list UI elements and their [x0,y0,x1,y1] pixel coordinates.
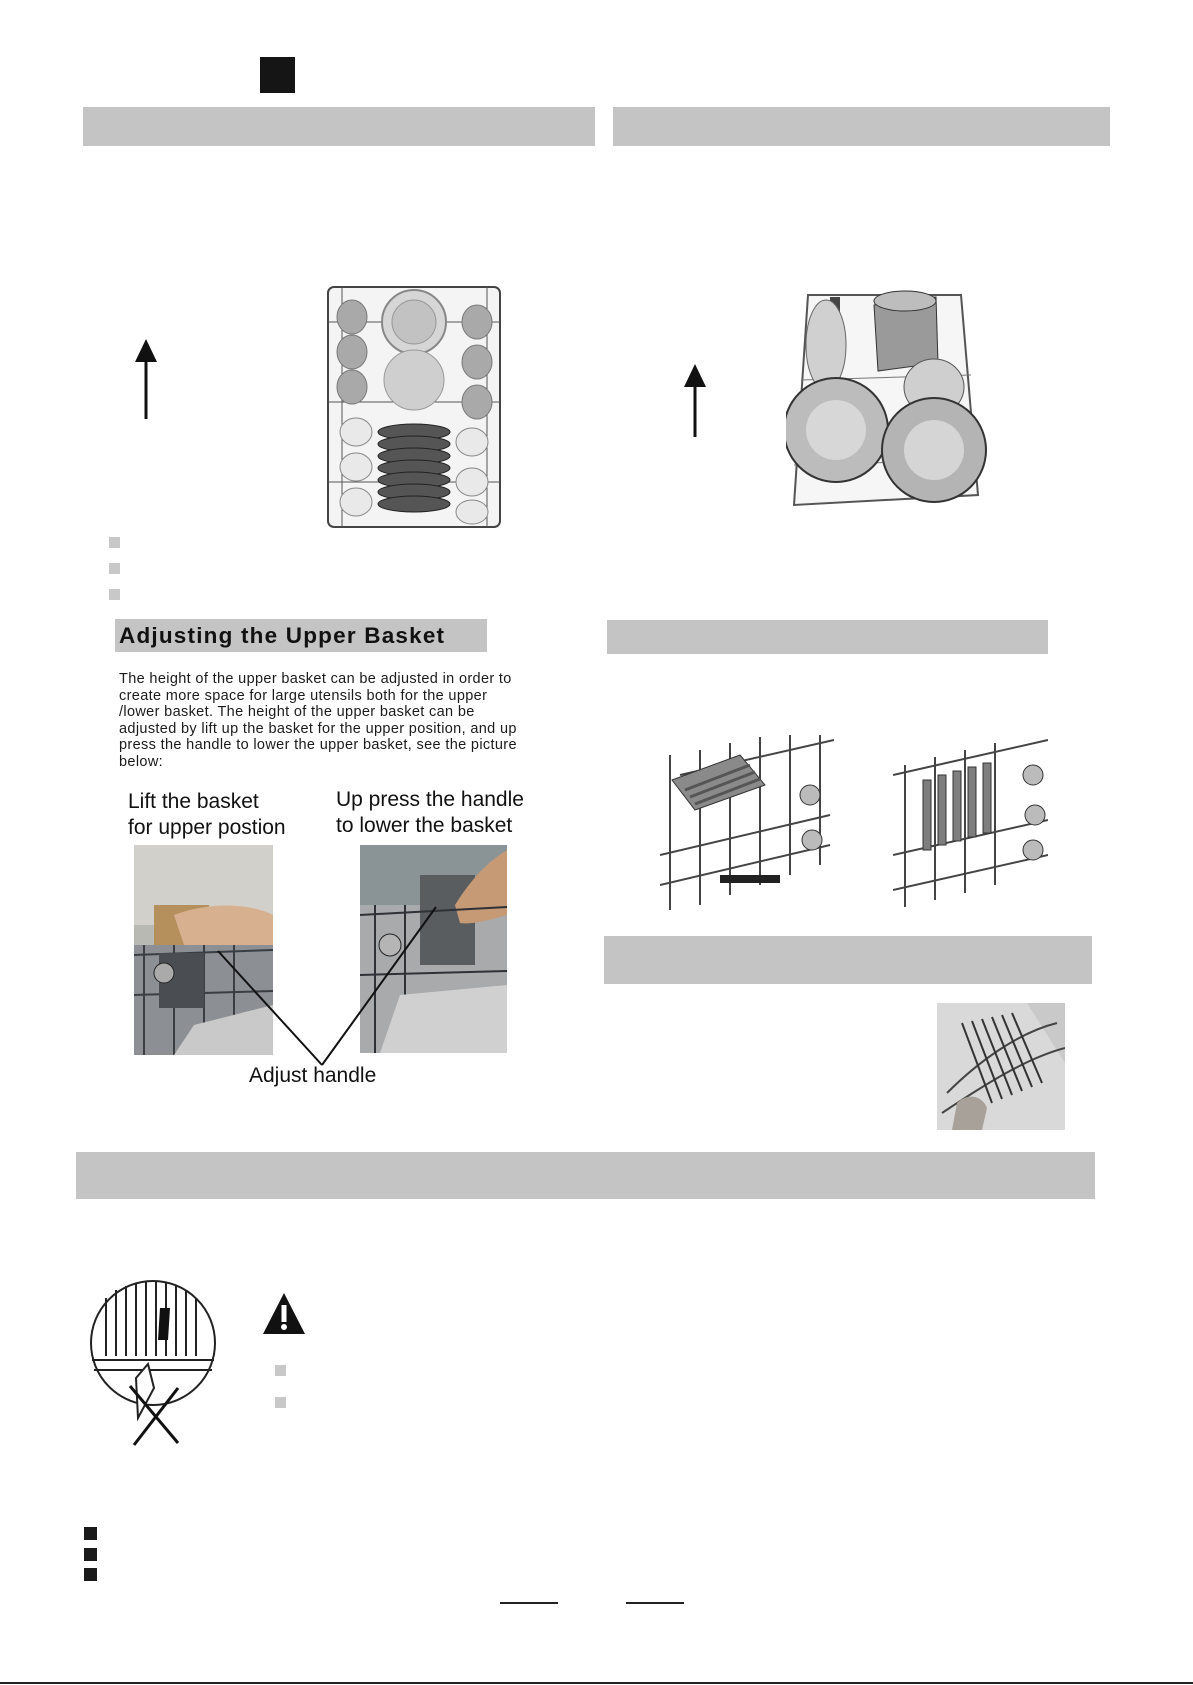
cutlery-rack-section-bar [76,1152,1095,1199]
lower-basket-section-bar [613,107,1110,146]
bullet-icon [109,589,120,600]
underline-mark [500,1602,558,1604]
press-handle-caption: Up press the handle to lower the basket [336,788,524,837]
bullet-icon [109,537,120,548]
black-square-bullet-icon [84,1548,97,1561]
bullet-icon [109,563,120,574]
adjusting-upper-basket-heading [115,619,487,652]
up-arrow-icon [132,338,160,420]
upper-basket-loading-illustration [322,282,507,534]
cup-shelf-raised-illustration [893,735,1048,907]
adjusting-upper-basket-text: The height of the upper basket can be adjusted in order to create more space for large utensils both for the upper /lower basket. The height of the upper basket can be adjusted by lift up the basket for the upper position, and up press the handle to lower the upper basket, see the picture below: [119,671,517,770]
adjust-handle-caption: Adjust handle [249,1064,377,1087]
warning-triangle-icon [261,1291,307,1336]
footer-rule [0,1682,1193,1684]
underline-mark [626,1602,684,1604]
black-square-bullet-icon [84,1527,97,1540]
adjust-handle-pointer-lines [210,905,450,1070]
folding-rack-section-bar [604,936,1092,984]
cup-shelves-section-bar [607,620,1048,654]
cup-shelf-folded-illustration [660,735,834,910]
section-marker-icon [260,57,295,93]
bullet-icon [275,1397,286,1408]
up-arrow-icon [681,363,709,438]
lift-basket-caption: Lift the basket for upper postion [128,790,286,839]
upper-basket-section-bar [83,107,595,146]
black-square-bullet-icon [84,1568,97,1581]
bullet-icon [275,1365,286,1376]
no-knives-illustration [88,1278,218,1446]
lower-basket-loading-illustration [786,285,991,517]
folding-rack-photo [937,1003,1065,1130]
adjusting-upper-basket-heading-text: Adjusting the Upper Basket [119,623,446,648]
